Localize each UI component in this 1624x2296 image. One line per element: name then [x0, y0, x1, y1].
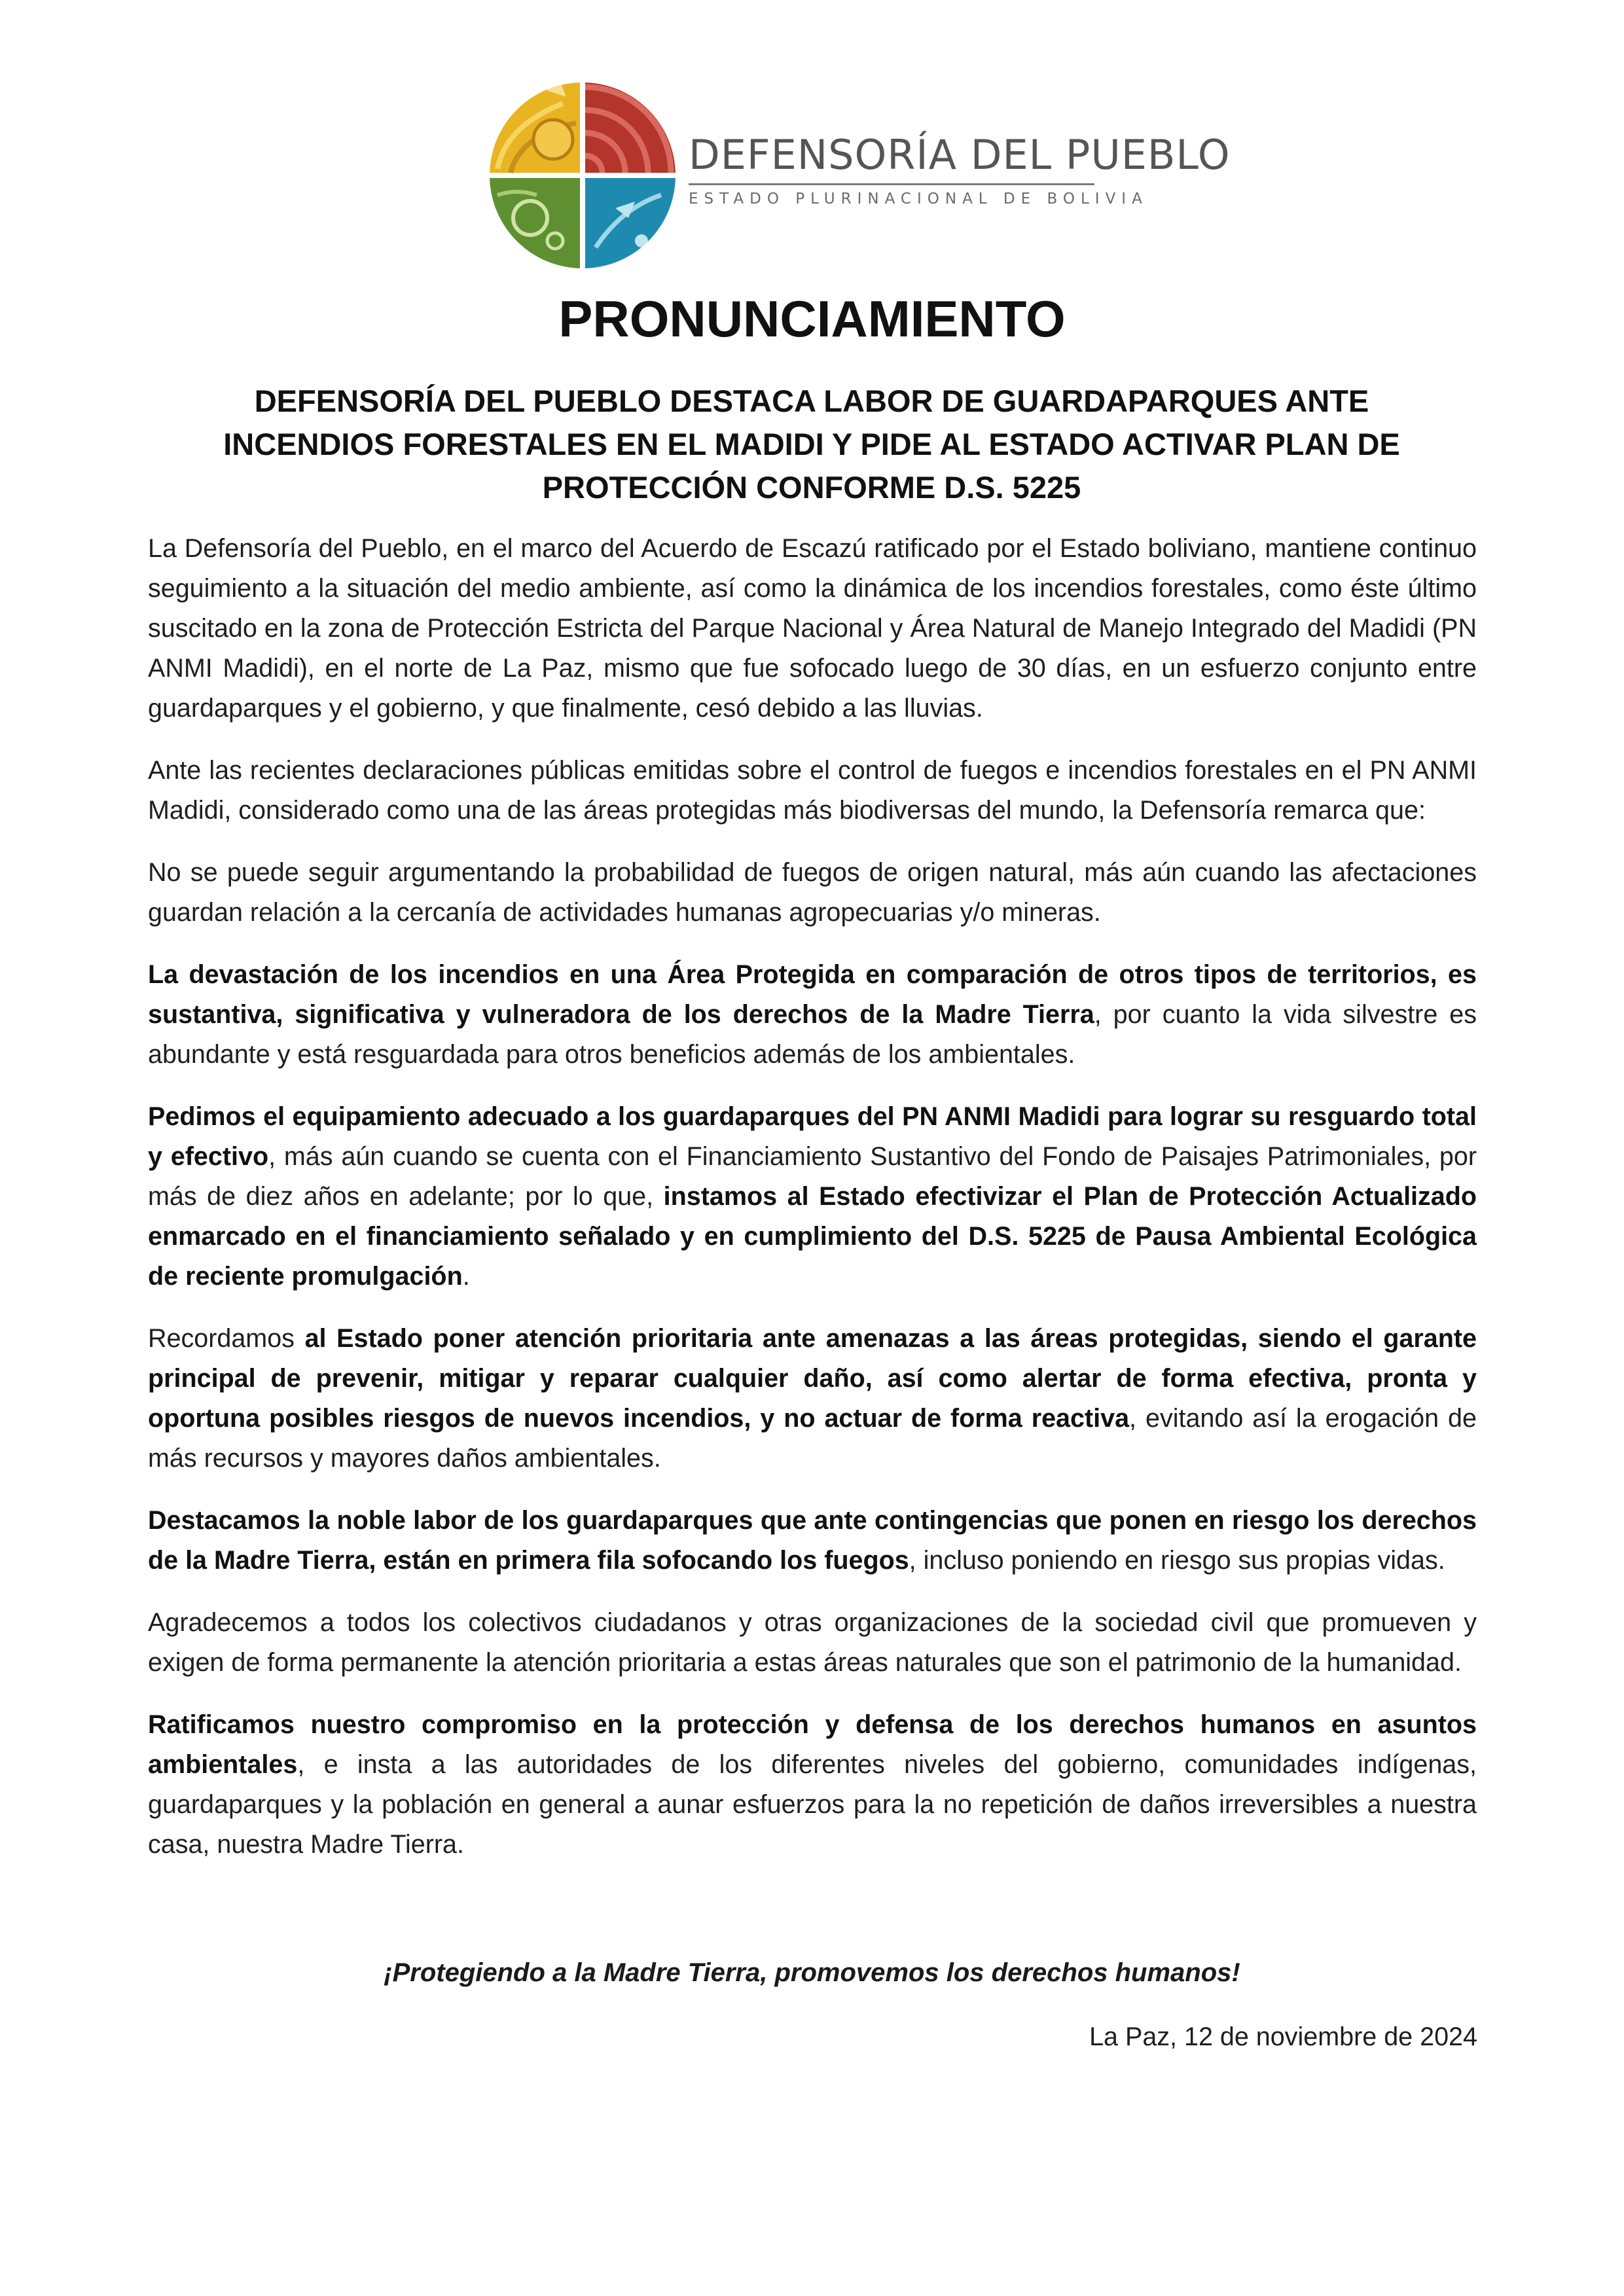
body-paragraph: [148, 751, 1477, 831]
body-paragraph: [148, 853, 1477, 933]
text-run: No se puede seguir argumentando la probabilidad de fuegos de origen natural, más aún cuando las afectaciones guardan relación a la cercanía de actividades humanas agropecuarias y/o mineras.: [148, 858, 1477, 927]
bold-run: al Estado poner atención prioritaria ante amenazas a las áreas protegidas, siendo el garante principal de prevenir, mitigar y reparar cualquier daño, así como alertar de forma efectiva, pronta y oportuna posibles riesgos de nuevos incendios, y no actuar de forma reactiva: [148, 1324, 1477, 1433]
body-paragraph: [148, 955, 1477, 1075]
bold-run: Pedimos el equipamiento adecuado a los guardaparques del PN ANMI Madidi para lograr su resguardo total y efectivo: [148, 1102, 1477, 1171]
date-line: La Paz, 12 de noviembre de 2024: [1089, 2022, 1477, 2051]
text-run: Recordamos: [148, 1324, 305, 1353]
body-paragraph: [148, 1097, 1477, 1297]
body-paragraph: [148, 1603, 1477, 1683]
body-paragraph: [148, 529, 1477, 728]
text-run: La Defensoría del Pueblo, en el marco del Acuerdo de Escazú ratificado por el Estado boliviano, mantiene continuo seguimiento a la situación del medio ambiente, así como la dinámica de los incendios forestales, como éste último suscitado en la zona de Protección Estricta del Parque Nacional y Área Natural de Manejo Integrado del Madidi (PN ANMI Madidi), en el norte de La Paz, mismo que fue sofocado luego de 30 días, en un esfuerzo conjunto entre guardaparques y el gobierno, y que finalmente, cesó debido a las lluvias.: [148, 534, 1477, 723]
slogan: ¡Protegiendo a la Madre Tierra, promovemos los derechos humanos!: [384, 1958, 1240, 1987]
text-run: , evitando así la erogación de más recursos y mayores daños ambientales.: [148, 1404, 1477, 1473]
bold-run: Destacamos la noble labor de los guardaparques que ante contingencias que ponen en riesgo los derechos de la Madre Tierra, están en primera fila sofocando los fuegos: [148, 1506, 1477, 1575]
org-wordmark: [689, 131, 1231, 207]
bold-run: La devastación de los incendios en una Área Protegida en comparación de otros tipos de territorios, es sustantiva, significativa y vulneradora de los derechos de la Madre Tierra: [148, 960, 1477, 1029]
org-subtitle: ESTADO PLURINACIONAL DE BOLIVIA: [689, 190, 1148, 207]
text-run: , más aún cuando se cuenta con el Financiamiento Sustantivo del Fondo de Paisajes Patrimoniales, por más de diez años en adelante; por lo que,: [148, 1142, 1477, 1211]
text-run: Agradecemos a todos los colectivos ciudadanos y otras organizaciones de la sociedad civil que promueven y exigen de forma permanente la atención prioritaria a estas áreas naturales que son el patrimonio de la humanidad.: [148, 1608, 1477, 1677]
text-run: .: [462, 1262, 470, 1291]
letterhead: [484, 77, 1231, 274]
body-paragraph: [148, 1705, 1477, 1865]
body-paragraph: [148, 1319, 1477, 1479]
document-body: [148, 529, 1477, 1887]
org-name: DEFENSORÍA DEL PUEBLO: [689, 131, 1231, 179]
text-run: Ante las recientes declaraciones públicas emitidas sobre el control de fuegos e incendios forestales en el PN ANMI Madidi, considerado como una de las áreas protegidas más biodiversas del mundo, la Defensoría remarca que:: [148, 756, 1477, 825]
body-paragraph: [148, 1501, 1477, 1581]
defensoria-emblem-icon: [484, 77, 681, 274]
document-subtitle: DEFENSORÍA DEL PUEBLO DESTACA LABOR DE GUARDAPARQUES ANTE INCENDIOS FORESTALES EN EL MADIDI Y PIDE AL ESTADO ACTIVAR PLAN DE PROTECCIÓN CONFORME D.S. 5225: [223, 384, 1400, 505]
text-run: , por cuanto la vida silvestre es abundante y está resguardada para otros beneficios además de los ambientales.: [148, 1000, 1477, 1069]
bold-run: Ratificamos nuestro compromiso en la protección y defensa de los derechos humanos en asuntos ambientales: [148, 1710, 1477, 1779]
text-run: , e insta a las autoridades de los diferentes niveles del gobierno, comunidades indígenas, guardaparques y la población en general a aunar esfuerzos para la no repetición de daños irreversibles a nuestra casa, nuestra Madre Tierra.: [148, 1750, 1477, 1859]
document-title: PRONUNCIAMIENTO: [558, 290, 1066, 348]
bold-run: instamos al Estado efectivizar el Plan de Protección Actualizado enmarcado en el financiamiento señalado y en cumplimiento del D.S. 5225 de Pausa Ambiental Ecológica de reciente promulgación: [148, 1182, 1477, 1291]
org-divider: [689, 183, 1094, 185]
text-run: , incluso poniendo en riesgo sus propias vidas.: [909, 1546, 1445, 1575]
